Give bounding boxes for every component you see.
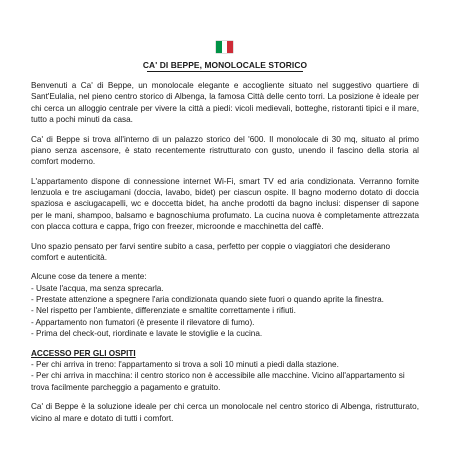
- list-item: - Nel rispetto per l'ambiente, differenziate e smaltite correttamente i rifiuti.: [31, 306, 296, 316]
- document-body: [31, 80, 419, 432]
- document-title: CA' DI BEPPE, MONOLOCALE STORICO: [142, 60, 308, 70]
- list-item: - Appartamento non fumatori (è presente il rilevatore di fumo).: [31, 317, 255, 327]
- welcome-paragraph: Uno spazio pensato per farvi sentire subito a casa, perfetto per coppie o viaggiatori che desiderano comfort e autenticità.: [31, 241, 391, 262]
- list-item: - Per chi arriva in treno: l'appartamento si trova a soli 10 minuti a piedi dalla stazione.: [31, 359, 339, 369]
- intro-paragraph: Benvenuti a Ca' di Beppe, un monolocale elegante e accogliente situato nel suggestivo quartiere di Sant'Eulalia, nel pieno centro storico di Albenga, la famosa Città delle cento torri. La posizione è ideale per chi cerca un alloggio centrale per vivere la città a piedi: vicoli medievali, botteghe, ristoranti tipici e il mare, tutto a pochi minuti da casa.: [31, 81, 419, 125]
- access-list: [31, 359, 419, 393]
- list-item: - Prima del check-out, riordinate e lavate le stoviglie e la cucina.: [31, 329, 263, 339]
- notes-list: [31, 283, 419, 340]
- access-heading: ACCESSO PER GLI OSPITI: [31, 348, 136, 358]
- amenities-paragraph: L'appartamento dispone di connessione internet Wi-Fi, smart TV ed aria condizionata. Verranno fornite lenzuola e tre asciugamani (doccia, lavabo, bidet) per ciascun ospite. Il bagno moderno dotato di doccia spaziosa e asciugacapelli, wc e doccetta bidet, ha anche prodotti da bagno inclusi: dispenser di sapone per le mani, shampoo, balsamo e bagnoschiuma profumato. La cucina nuova è completamente attrezzata con placca cottura e cappa, frigo con freezer, microonde e macchinetta del caffè.: [31, 176, 419, 232]
- list-item: - Per chi arriva in macchina: il centro storico non è accessibile alle macchine. Vicino all'appartamento si trova facilmente parcheggio a pagamento e gratuito.: [31, 371, 405, 392]
- building-paragraph: Ca' di Beppe si trova all'interno di un palazzo storico del '600. Il monolocale di 30 mq, situato al primo piano senza ascensore, è stato recentemente ristrutturato con gusto, unendo il fascino della storia al comfort moderno.: [31, 134, 419, 167]
- italian-flag-icon: [216, 41, 233, 53]
- notes-intro: Alcune cose da tenere a mente:: [31, 272, 147, 282]
- title-underline: [147, 71, 303, 72]
- closing-paragraph: Ca' di Beppe è la soluzione ideale per chi cerca un monolocale nel centro storico di Albenga, ristrutturato, vicino al mare e dotato di tutti i comfort.: [31, 402, 419, 423]
- flag-stripe-red: [227, 41, 233, 53]
- list-item: - Prestate attenzione a spegnere l'aria condizionata quando siete fuori o quando aprite la finestra.: [31, 295, 384, 305]
- list-item: - Usate l'acqua, ma senza sprecarla.: [31, 283, 164, 293]
